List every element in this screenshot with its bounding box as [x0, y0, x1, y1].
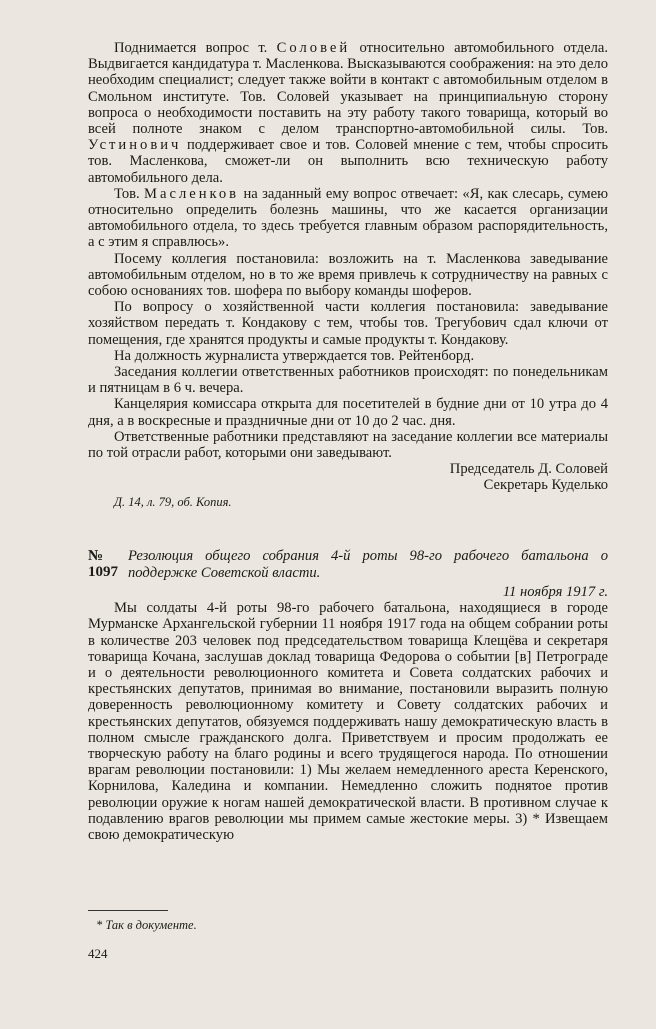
archive-source: Д. 14, л. 79, об. Копия. — [114, 494, 232, 509]
footnote: * Так в документе. — [96, 918, 197, 932]
document-date: 11 ноября 1917 г. — [502, 583, 608, 600]
footnote-rule — [88, 910, 168, 911]
signature-secretary: Секретарь Куделько — [483, 477, 608, 494]
page-number: 424 — [88, 946, 108, 961]
paragraph: Заседания коллегии ответственных работников происходят: по понедельникам и пятницам в 6 ч. вечера. — [88, 364, 608, 397]
paragraph: Поднимается вопрос т. Соловей относительно автомобильного отдела. Выдвигается кандидатура т. Масленкова. Высказываются соображения: на это дело необходим специалист; следует также войти в контакт с автомобильным отделом в Смольном институте. Тов. Соловей указывает на принципиальную сторону вопроса о необходимости поставить на эту работу такого товарища, который во всей полноте знаком с делом транспортно-автомобильной силы. Тов. Устинович поддерживает свое и тов. Соловей мнение с тем, чтобы спросить тов. Масленкова, сможет-ли он выполнить всю техническую работу автомобильного дела. — [88, 40, 608, 186]
document-header — [88, 548, 608, 582]
spaced-name: Соловей — [276, 40, 351, 56]
protocol-section — [88, 40, 608, 461]
paragraph: Канцелярия комиссара открыта для посетителей в будние дни от 10 утра до 4 дня, а в воскресные и праздничные дни от 10 до 2 час. дня. — [88, 396, 608, 429]
document-title: Резолюция общего собрания 4-й роты 98-го рабочего батальона о поддержке Советской власти. — [128, 547, 608, 581]
document-number: № 1097 — [88, 547, 118, 581]
spaced-name: Устинович — [88, 137, 182, 154]
spaced-name: Масленков — [144, 185, 240, 202]
paragraph: Ответственные работники представляют на заседание коллегии все материалы по той отрасли работ, которыми они заведывают. — [88, 428, 608, 462]
paragraph: На должность журналиста утверждается тов. Рейтенборд. — [114, 347, 475, 364]
document-body: Мы солдаты 4-й роты 98-го рабочего батальона, находящиеся в городе Мурманске Архангельской губернии 11 ноября 1917 года на общем собрании роты в количестве 203 человек под председательством товарища Клещёва и секретаря товарища Кочана, заслушав доклад товарища Федорова о событии [в] Петрограде и о деятельности революционного комитета и Совета солдатских рабочих и крестьянских депутатов, принимая во внимание, постановили выразить полную доверенность революционному комитету и Совету солдатских рабочих и крестьянских депутатов, обязуемся поддерживать нашу демократическую власть в полном смысле гражданского долга. Приветствуем и просим продолжать ее творческую работу на благо родины и всего трудящегося народа. По отношении врагам революции постановили: 1) Мы желаем немедленного ареста Керенского, Корнилова, Каледина и компании. Немедленно сложить поднятое против революции оружие к ногам нашей демократической власти. В противном случае к подавлению врагов революции мы примем самые жестокие меры. 3) * Извещаем свою демократическую — [88, 600, 608, 843]
paragraph: Посему коллегия постановила: возложить на т. Масленкова заведывание автомобильным отделом, но в то же время привлечь к сотрудничеству на равных с собою основаниях тов. шофера по выбору команды шоферов. — [88, 250, 608, 300]
paragraph: По вопросу о хозяйственной части коллегия постановила: заведывание хозяйством передать т. Кондакову с тем, чтобы тов. Трегубович сдал ключи от помещения, где хранятся продукты и самые продукты т. Кондакову. — [88, 299, 608, 348]
paragraph: Тов. Масленков на заданный ему вопрос отвечает: «Я, как слесарь, сумею относительно определить болезнь машины, что же касается организации автомобильного отдела, то здесь требуется главным образом распорядительность, а с этим я справлюсь». — [88, 185, 608, 251]
text-column — [88, 40, 608, 843]
signature-chair: Председатель Д. Соловей — [449, 461, 608, 478]
